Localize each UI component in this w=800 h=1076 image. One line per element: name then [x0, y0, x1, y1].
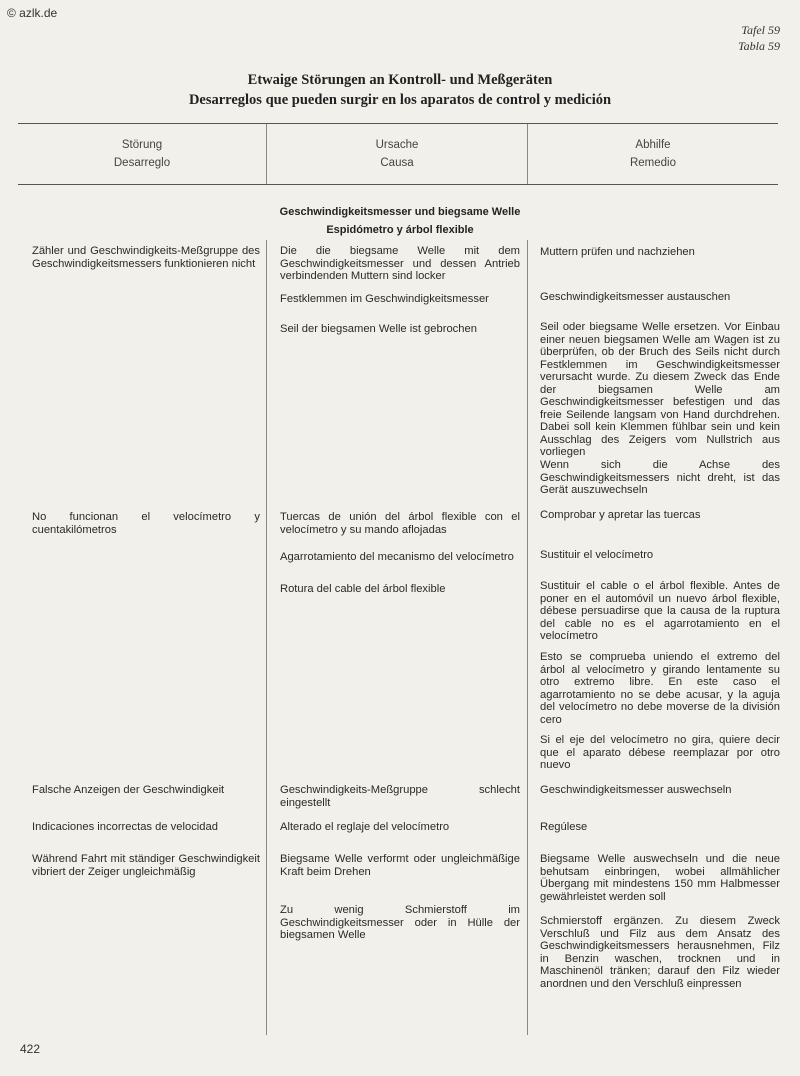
- r4-causa: Alterado el reglaje del velocímetro: [280, 821, 450, 833]
- r1-ursache-2: Festklemmen im Geschwindigkeitsmesser: [280, 293, 489, 305]
- r2-remedio-4: Esto se comprueba uniendo el extremo del árbol al velocímetro y girando lentamente su otro extremo libre. En este caso el agarrotamiento no se debe acusar, y la aguja del velocímetro no debe moverse de la división cero: [540, 651, 780, 726]
- r2-remedio-2: Sustituir el velocímetro: [540, 549, 654, 561]
- r4-remedio: Regúlese: [540, 821, 588, 833]
- section-heading-es: Espidómetro y árbol flexible: [326, 224, 474, 236]
- r1-abhilfe-2: Geschwindigkeitsmesser austauschen: [540, 291, 731, 303]
- page-number: 422: [20, 1042, 41, 1056]
- r2-causa-1: Tuercas de unión del árbol flexible con el velocímetro y su mando aflojadas: [280, 511, 520, 536]
- column-header-stoerung-es: Desarreglo: [113, 157, 171, 169]
- r2-remedio-1: Comprobar y apretar las tuercas: [540, 509, 701, 521]
- section-heading: [0, 203, 800, 239]
- section-heading-de: Geschwindigkeitsmesser und biegsame Welle: [279, 206, 521, 218]
- r2-remedio-5: Si el eje del velocímetro no gira, quiere decir que el aparato débese reemplazar por otro nuevo: [540, 734, 780, 771]
- column-header-ursache-es: Causa: [380, 157, 414, 169]
- r5-abhilfe-1: Biegsame Welle auswechseln und die neue behutsam einbringen, wobei allmählicher Übergang mit mindestens 150 mm Halbmesser gewährleistet werden soll: [540, 853, 780, 903]
- r1-abhilfe-3: Seil oder biegsame Welle ersetzen. Vor Einbau einer neuen biegsamen Welle am Wagen ist zu überprüfen, ob der Bruch des Seils nicht durch Festklemmen im Geschwindigkeitsmesser verursacht wurde. Zu diesem Zweck das Ende der biegsamen Welle am Geschwindigkeitsmesser befestigen und das freie Seilende langsam von Hand durchdrehen. Dabei soll kein Klemmen fühlbar sein und kein Ausschlag des Zeigers vom Nullstrich aus vorliegen: [540, 321, 780, 458]
- r2-remedio-3: Sustituir el cable o el árbol flexible. Antes de poner en el automóvil un nuevo árbol flexible, débese persuadirse que la causa de la ruptura del cable no es el agarrotamiento en el velocímetro: [540, 580, 780, 642]
- column-header-stoerung-de: Störung: [121, 139, 163, 151]
- column-header-ursache: [267, 136, 527, 172]
- column-header-abhilfe: [528, 136, 778, 172]
- r2-causa-2: Agarrotamiento del mecanismo del velocímetro: [280, 551, 514, 563]
- watermark: © azlk.de: [7, 6, 58, 20]
- column-header-ursache-de: Ursache: [375, 139, 419, 151]
- title-de: Etwaige Störungen an Kontroll- und Meßgeräten: [247, 72, 553, 88]
- r1-abhilfe-4: Wenn sich die Achse des Geschwindigkeitsmessers nicht dreht, ist das Gerät auszuwechseln: [540, 459, 780, 496]
- column-divider-1: [266, 240, 267, 1035]
- r4-desarreglo: Indicaciones incorrectas de velocidad: [32, 821, 218, 833]
- r5-stoerung: Während Fahrt mit ständiger Geschwindigkeit vibriert der Zeiger ungleichmäßig: [32, 853, 260, 878]
- r5-ursache-1: Biegsame Welle verformt oder ungleichmäßige Kraft beim Drehen: [280, 853, 520, 878]
- r3-stoerung: Falsche Anzeigen der Geschwindigkeit: [32, 784, 225, 796]
- r5-abhilfe-2: Schmierstoff ergänzen. Zu diesem Zweck Verschluß und Filz aus dem Ansatz des Geschwindigkeitsmessers herausnehmen, Filz in Benzin waschen, trocknen und in Maschinenöl tränken; darauf den Filz wieder anordnen und den Verschluß einpressen: [540, 915, 780, 990]
- column-header-stoerung: [18, 136, 266, 172]
- header-top-rule: [18, 123, 778, 124]
- r2-causa-3: Rotura del cable del árbol flexible: [280, 583, 446, 595]
- r2-desarreglo: No funcionan el velocímetro y cuentakilómetros: [32, 511, 260, 536]
- column-header-abhilfe-de: Abhilfe: [635, 139, 671, 151]
- title-es: Desarreglos que pueden surgir en los aparatos de control y medición: [188, 92, 612, 108]
- r1-ursache-3: Seil der biegsamen Welle ist gebrochen: [280, 323, 477, 335]
- table-number-de: Tafel 59: [741, 23, 780, 37]
- column-header-abhilfe-es: Remedio: [629, 157, 677, 169]
- r1-ursache-1: Die die biegsame Welle mit dem Geschwindigkeitsmesser und dessen Antrieb verbindenden Muttern sind locker: [280, 245, 520, 282]
- r5-ursache-2: Zu wenig Schmierstoff im Geschwindigkeitsmesser oder in Hülle der biegsamen Welle: [280, 904, 520, 941]
- r1-stoerung: Zähler und Geschwindigkeits-Meßgruppe des Geschwindigkeitsmessers funktionieren nicht: [32, 245, 260, 270]
- r3-abhilfe: Geschwindigkeitsmesser auswechseln: [540, 784, 732, 796]
- table-number: [738, 22, 780, 54]
- page-title: [0, 70, 800, 110]
- r1-abhilfe-1: Muttern prüfen und nachziehen: [540, 246, 695, 258]
- r3-ursache: Geschwindigkeits-Meßgruppe schlecht eingestellt: [280, 784, 520, 809]
- column-divider-2: [527, 240, 528, 1035]
- table-number-es: Tabla 59: [738, 39, 780, 53]
- header-bottom-rule: [18, 184, 778, 185]
